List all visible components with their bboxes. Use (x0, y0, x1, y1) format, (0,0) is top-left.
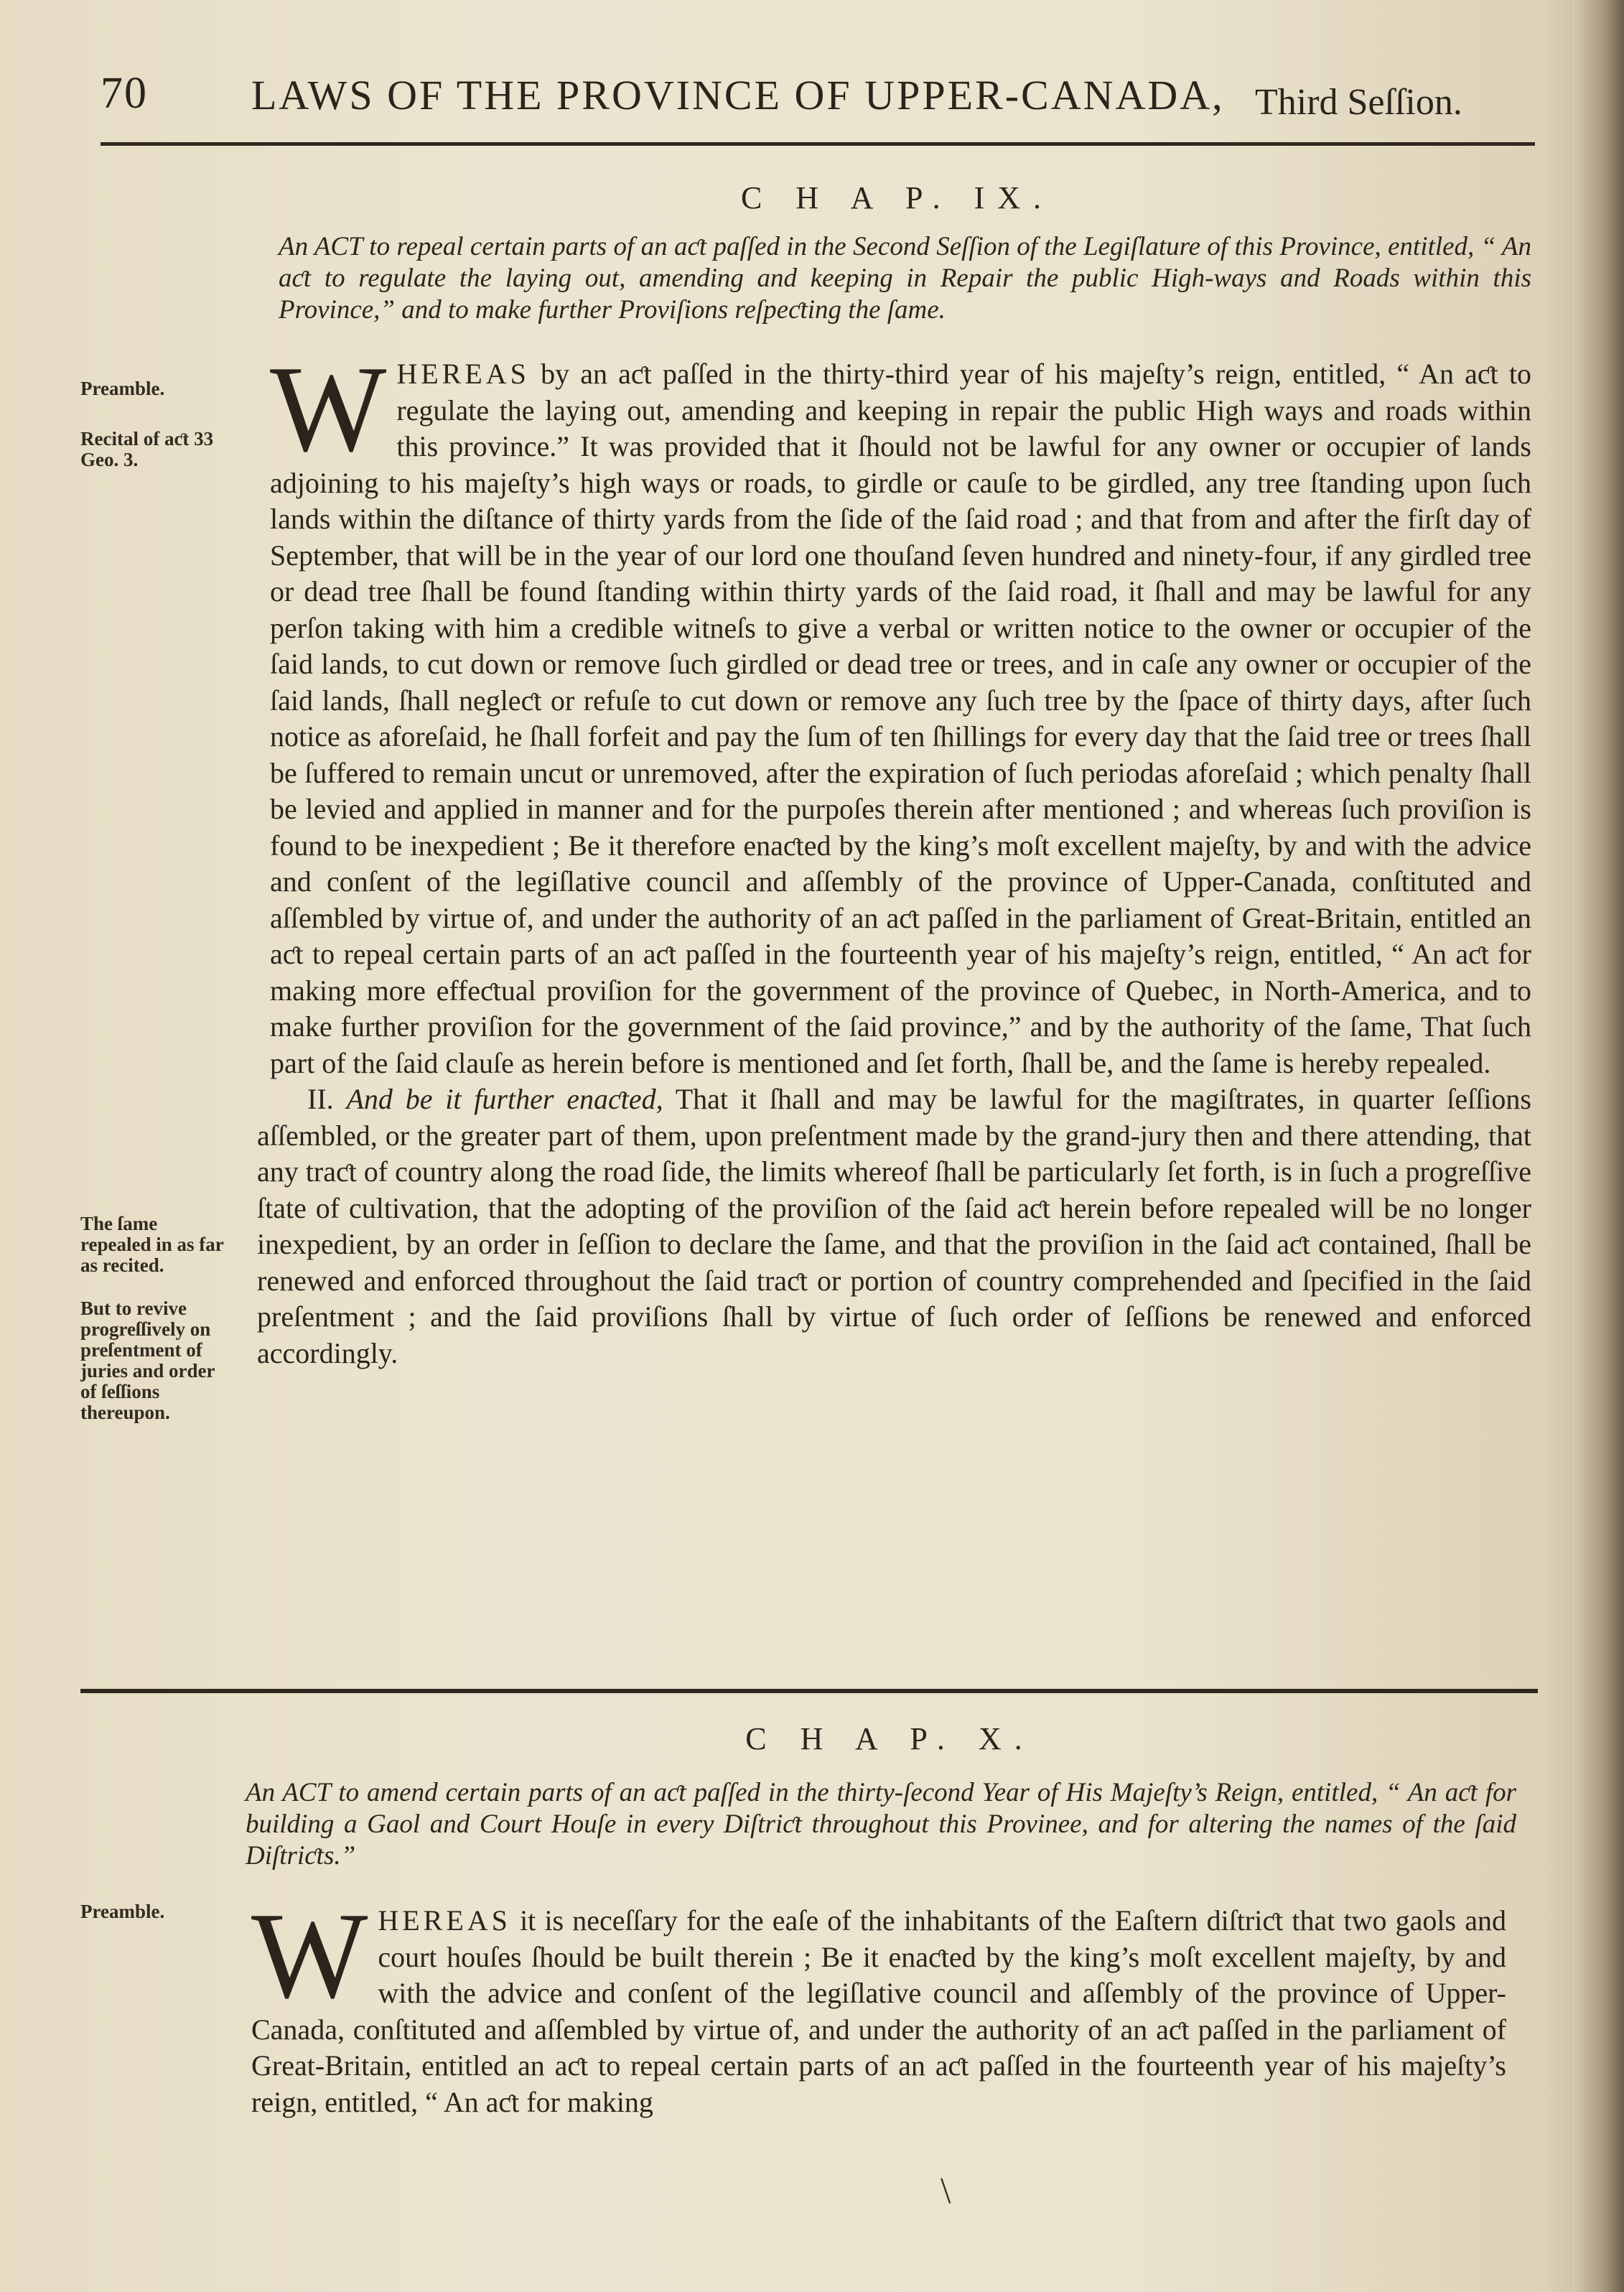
chapter-ix-section-ii (257, 1081, 1531, 1371)
margin-note-repealed: The ſame repealed in as far as recited. (80, 1213, 224, 1276)
margin-note-preamble: Preamble. (80, 378, 165, 399)
chapter-x-preamble (234, 1888, 1506, 2120)
chapter-x-dropcap: W (251, 1888, 368, 2024)
chapter-ix-dropcap: W (270, 341, 387, 478)
chapter-x-lead-word: HEREAS (378, 1904, 511, 1937)
section-ii-enacting-clause: And be it further enaƈted, (346, 1083, 663, 1115)
chapter-ix-body (257, 341, 1531, 1371)
header-rule (101, 142, 1535, 146)
chapter-ix-lead-word: HEREAS (396, 358, 530, 390)
chapter-x-title-text: An ACT to amend certain parts of an aƈt paſſed in the thirty-ſecond Year of His Majeſty’s Reign, entitled, “ An aƈt for building a Gaol and Court Houſe in every Diſtriƈt throughout this Provinee, and for altering the names of the ſaid Diſtriƈts.” (246, 1778, 1516, 1871)
page-header (101, 68, 1493, 126)
chapter-x-preamble-text: it is neceſſary for the eaſe of the inhabitants of the Eaſtern diſtriƈt that two gaols and court houſes ſhould be built therein ; Be it enaƈted by the king’s moſt excellent majeſty, by and with the advice and conſent of the legiſlative council and aſſembly of the province of Upper-Canada, conſtituted and aſſembled by virtue of, and under the authority of an aƈt paſſed in the parliament of Great-Britain, entitled an aƈt to repeal certain parts of an aƈt paſſed in the fourteenth year of his majeſty’s reign, entitled, “ An aƈt for making (251, 1904, 1506, 2118)
chapter-ix-title-text: An ACT to repeal certain parts of an aƈt paſſed in the Second Seſſion of the Legiſlature of this Province, entitled, “ An aƈt to regulate the laying out, amending and keeping in Repair the public High-ways and Roads within this Province,” and to make further Proviſions reſpeƈting the ſame. (279, 232, 1531, 325)
session-label: Third Seſſion. (1255, 82, 1462, 123)
chapter-ix-title (279, 231, 1531, 326)
margin-note-recital: Recital of aƈt 33 Geo. 3. (80, 428, 214, 470)
chapter-ix-preamble-text: by an aƈt paſſed in the thirty-third year of his majeſty’s reign, entitled, “ An aƈt to regulate the laying out, amending and keeping in repair the public High ways and roads within this province.” It was provided that it ſhould not be lawful for any owner or occupier of lands adjoining to his majeſty’s high ways or roads, to girdle or cauſe to be girdled, any tree ſtanding upon ſuch lands within the diſtance of thirty yards from the ſide of the ſaid road ; and that from and after the firſt day of September, that will be in the year of our lord one thouſand ſeven hundred and ninety-four, if any girdled tree or dead tree ſhall be found ſtanding within thirty yards of the ſaid road, it ſhall and may be lawful for any perſon taking with him a credible witneſs to give a verbal or written notice to the owner or occupier of the ſaid lands, to cut down or remove ſuch girdled or dead tree or trees, and in caſe any owner or occupier of the ſaid lands, ſhall negleƈt or refuſe to cut down or remove any ſuch tree by the ſpace of thirty days, after ſuch notice as aforeſaid, he ſhall forfeit and pay the ſum of ten ſhillings for every day that the ſaid tree or trees ſhall be ſuffered to remain uncut or unremoved, after the expiration of ſuch periodas aforeſaid ; which penalty ſhall be levied and applied in manner and for the purpoſes therein after mentioned ; and whereas ſuch proviſion is found to be inexpedient ; Be it therefore enaƈted by the king’s moſt excellent majeſty, by and with the advice and conſent of the legiſlative council and aſſembly of the province of Upper-Canada, conſtituted and aſſembled by virtue of, and under the authority of an aƈt paſſed in the parliament of Great-Britain, entitled an aƈt to repeal certain parts of an aƈt paſſed in the fourteenth year of his majeſty’s reign, entitled, “ An aƈt for making more effeƈtual proviſion for the government of the province of Quebec, in North-America, and to make further proviſion for the government of the ſaid province,” and by the authority of the ſame, That ſuch part of the ſaid clauſe as herein before is mentioned and ſet forth, ſhall be, and the ſame is hereby repealed. (270, 358, 1531, 1079)
chapter-divider-rule (80, 1689, 1538, 1693)
running-title: LAWS OF THE PROVINCE OF UPPER-CANADA, (251, 72, 1225, 118)
margin-note-preamble-x: Preamble. (80, 1901, 165, 1922)
margin-note-revive: But to revive progreſſively on preſentment of juries and order of ſeſſions thereupon. (80, 1298, 215, 1423)
page-number: 70 (101, 69, 148, 118)
binding-edge (1572, 0, 1624, 2292)
chapter-ix-heading: C H A P. IX. (740, 180, 1055, 215)
chapter-x-body (234, 1888, 1506, 2120)
section-ii-text: That it ſhall and may be lawful for the magiſtrates, in quarter ſeſſions aſſembled, or the greater part of them, upon preſentment made by the grand-jury then and there attending, that any traƈt of country along the road ſide, the limits whereof ſhall be particularly ſet forth, is in ſuch a progreſſive ſtate of cultivation, that the adopting of the proviſion of the ſaid aƈt herein before repealed will be no longer inexpedient, by an order in ſeſſion to declare the ſame, and that the proviſion in the ſaid aƈt contained, ſhall be renewed and enforced throughout the ſaid traƈt or portion of country comprehended and ſpecified in the ſaid preſentment ; and the ſaid proviſions ſhall by virtue of ſuch order of ſeſſions be renewed and enforced accordingly. (257, 1083, 1531, 1369)
chapter-x-title (246, 1777, 1516, 1872)
chapter-x-heading: C H A P. X. (745, 1721, 1035, 1756)
footer-mark: \ (941, 2171, 951, 2212)
section-ii-number: II. (307, 1083, 334, 1115)
chapter-ix-preamble (257, 341, 1531, 1081)
